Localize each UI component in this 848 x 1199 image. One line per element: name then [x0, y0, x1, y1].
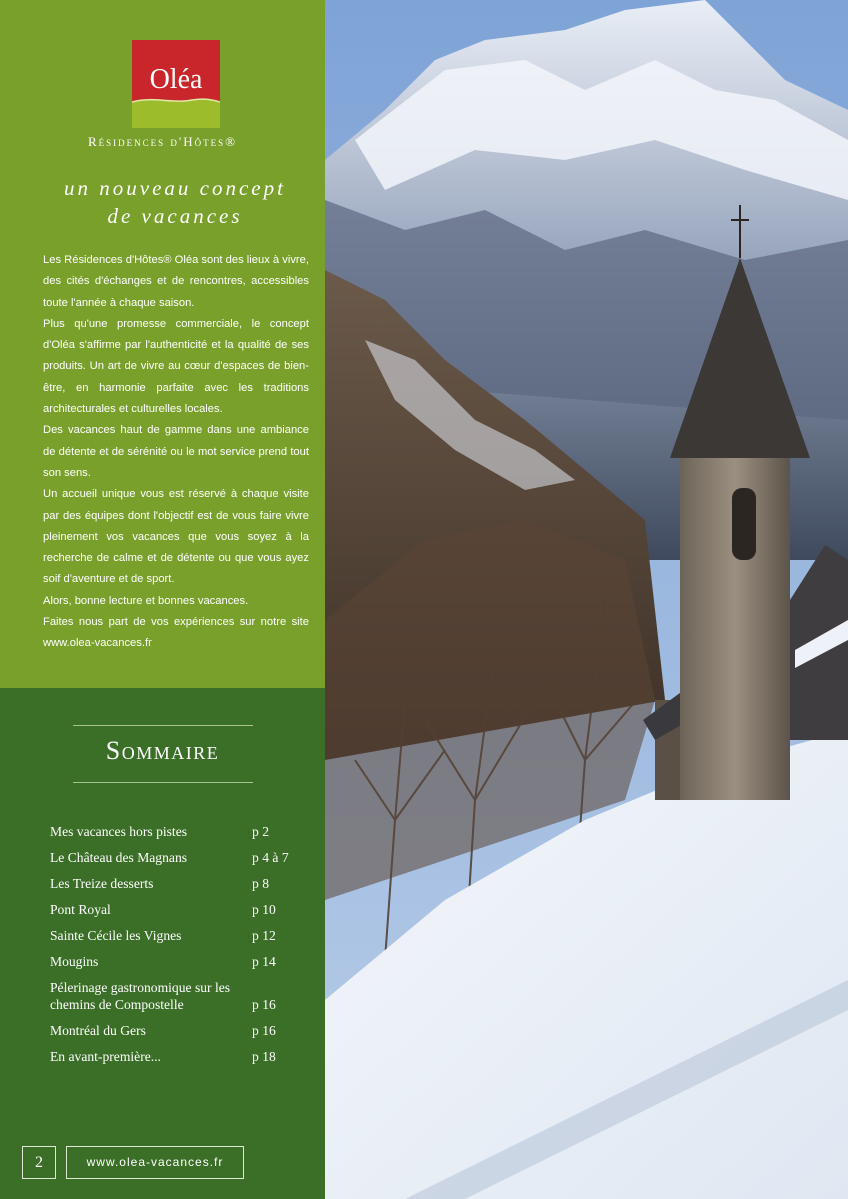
toc-item[interactable] — [50, 901, 320, 918]
brand-subtitle: Résidences d'Hôtes® — [87, 134, 238, 149]
intro-paragraph: Des vacances haut de gamme dans une ambiance de détente et de sérénité ou le mot service prend tout son sens. — [43, 424, 309, 479]
divider — [73, 782, 253, 783]
intro-paragraph: Faites nous part de vos expériences sur notre site www.olea-vacances.fr — [43, 616, 309, 650]
toc-item[interactable] — [50, 823, 320, 840]
table-of-contents — [50, 823, 320, 1074]
tagline-line-2: de vacances — [107, 204, 243, 228]
toc-item-title: En avant-première... — [50, 1049, 161, 1064]
toc-item-page: p 2 — [252, 824, 269, 839]
toc-item-page: p 16 — [252, 997, 276, 1012]
intro-paragraph: Un accueil unique vous est réservé à chaque visite par des équipes dont l'objectif est de vous faire vivre pleinement vos vacances que vous soyez à la recherche de calme et de détente ou que vous ayez soif d'aventure et de sport. — [43, 488, 309, 586]
intro-paragraph: Alors, bonne lecture et bonnes vacances. — [43, 594, 249, 607]
toc-item-title: Les Treize desserts — [50, 876, 154, 891]
toc-item-page: p 10 — [252, 902, 276, 917]
toc-item[interactable] — [50, 1022, 320, 1039]
toc-item-page: p 18 — [252, 1049, 276, 1064]
toc-item[interactable] — [50, 849, 320, 866]
toc-item-page: p 12 — [252, 928, 276, 943]
mountain-chapel-photo — [325, 0, 848, 1199]
toc-item-title: Mes vacances hors pistes — [50, 824, 188, 839]
intro-paragraph: Les Résidences d'Hôtes® Oléa sont des lieux à vivre, des cités d'échanges et de rencontres, accessibles toute l'année à chaque saison. — [43, 254, 309, 309]
toc-item[interactable] — [50, 927, 320, 944]
logo-text: Oléa — [149, 64, 203, 95]
toc-item-page: p 8 — [252, 876, 269, 891]
website-link[interactable]: www.olea-vacances.fr — [66, 1146, 244, 1179]
toc-item-title: Pélerinage gastronomique sur les chemins de Compostelle — [50, 980, 231, 1012]
toc-item[interactable] — [50, 875, 320, 892]
intro-text — [43, 250, 309, 655]
sommaire-title: Sommaire — [105, 736, 220, 765]
toc-item[interactable] — [50, 979, 320, 1013]
toc-item[interactable] — [50, 1048, 320, 1065]
tagline — [30, 174, 320, 230]
intro-paragraph: Plus qu'une promesse commerciale, le concept d'Oléa s'affirme par l'authenticité et la qualité de ses produits. Un art de vivre au cœur d'espaces de bien-être, en harmonie parfaite avec les traditions architecturales et culturelles locales. — [43, 317, 309, 416]
page-number: 2 — [22, 1146, 56, 1179]
olea-logo — [132, 40, 220, 128]
toc-item[interactable] — [50, 953, 320, 970]
toc-item-title: Mougins — [50, 954, 99, 969]
toc-item-page: p 4 à 7 — [252, 850, 289, 865]
divider — [73, 725, 253, 726]
toc-item-page: p 16 — [252, 1023, 276, 1038]
toc-item-title: Pont Royal — [50, 902, 111, 917]
toc-item-page: p 14 — [252, 954, 276, 969]
toc-item-title: Le Château des Magnans — [50, 850, 188, 865]
toc-item-title: Montréal du Gers — [50, 1023, 146, 1038]
toc-item-title: Sainte Cécile les Vignes — [50, 928, 182, 943]
tagline-line-1: un nouveau concept — [64, 176, 286, 200]
